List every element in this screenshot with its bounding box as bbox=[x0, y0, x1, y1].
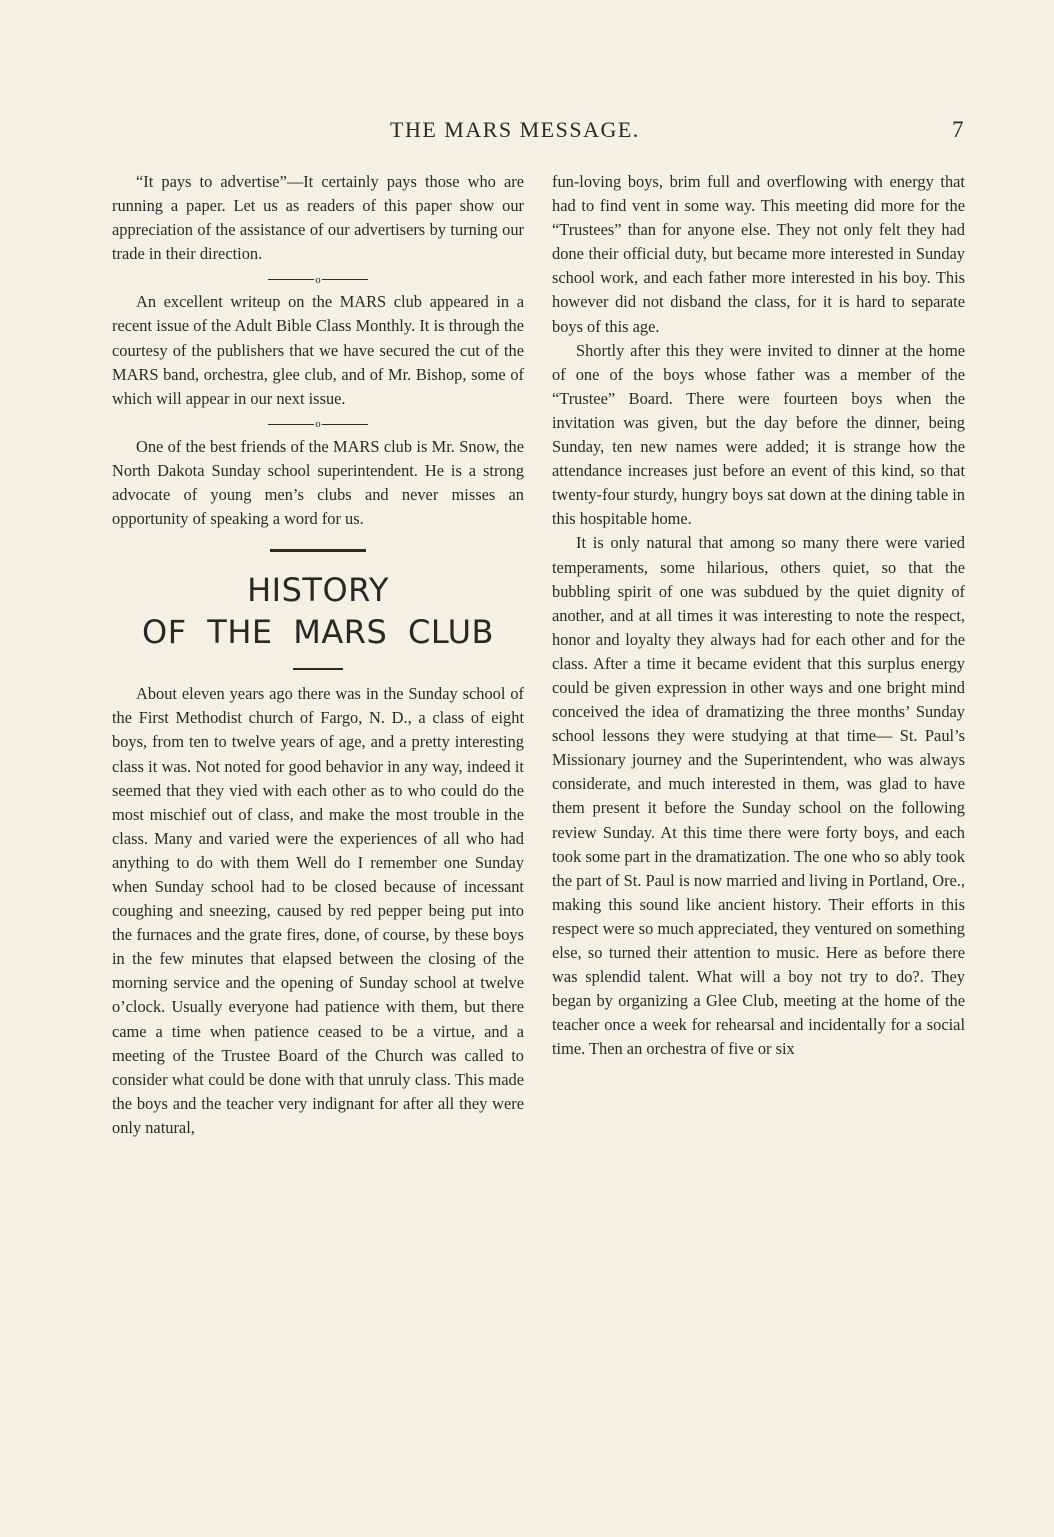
section-separator bbox=[112, 266, 524, 290]
heading-top-rule bbox=[270, 549, 366, 552]
separator-mark: o bbox=[315, 418, 321, 431]
article-paragraph: About eleven years ago there was in the Sunday school of the First Methodist church of Fargo, N. D., a class of eight boys, from ten to twelve years of age, and a pretty interesting class it was. Not noted for good behavior in any way, indeed it seemed that they vied with each other as to who could do the most mischief out of class, and make the most trouble in the class. Many and varied were the experiences of all who had anything to do with them Well do I remember one Sunday when Sunday school had to be closed because of incessant coughing and sneezing, caused by red pepper being put into the furnaces and the grate fires, done, of course, by these boys in the few minutes that elapsed between the closing of the morning service and the opening of Sunday school at twelve o’clock. Usually everyone had patience with them, but there came a time when patience ceased to be a virtue, and a meeting of the Trustee Board of the Church was called to consider what could be done with that unruly class. This made the boys and the teacher very indignant for after all they were only natural, bbox=[112, 684, 524, 1137]
separator-line bbox=[322, 279, 368, 280]
separator-line bbox=[322, 424, 368, 425]
heading-bottom-rule bbox=[293, 668, 343, 670]
right-column bbox=[552, 170, 965, 1061]
article-title-line-2: OF THE MARS CLUB bbox=[142, 613, 494, 652]
writeup-paragraph: An excellent writeup on the MARS club appeared in a recent issue of the Adult Bible Class Monthly. It is through the courtesy of the publishers that we have secured the cut of the MARS band, orchestra, glee club, and of Mr. Bishop, some of which will appear in our next issue. bbox=[112, 292, 524, 408]
article-title-line-1: HISTORY bbox=[247, 571, 389, 610]
separator-line bbox=[268, 279, 314, 280]
article-paragraph: It is only natural that among so many there were varied temperaments, some hilarious, others quiet, so that the bubbling spirit of one was subdued by the quiet dignity of another, and at all times it was interesting to note the respect, honor and loyalty they always had for each other and for the class. After a time it became evident that this surplus energy could be given expression in other ways and one bright mind conceived the idea of dramatizing the three months’ Sunday school lessons they were studying at that time— St. Paul’s Missionary journey and the Superintendent, who was always considerate, and much interested in them, was glad to have them present it before the Sunday school on the following review Sunday. At this time there were forty boys, and each took some part in the dramatization. The one who so ably took the part of St. Paul is now married and living in Portland, Ore., making this sound like ancient history. Their efforts in this respect were so much appreciated, they ventured on something else, so turned their attention to music. Here as before there was splendid talent. What will a boy not try to do?. They began by organizing a Glee Club, meeting at the home of the teacher once a week for rehearsal and incidentally for a social time. Then an orchestra of five or six bbox=[552, 533, 965, 1059]
page-number: 7 bbox=[952, 117, 964, 142]
advertise-paragraph: “It pays to advertise”—It certainly pays those who are running a paper. Let us as readers of this paper show our appreciation of the assistance of our advertisers by turning our trade in their direction. bbox=[112, 172, 524, 264]
article-paragraph-continued: fun-loving boys, brim full and overflowing with energy that had to find vent in some way. This meeting did more for the “Trustees” than for anyone else. They not only felt they had done their official duty, but became more interested in Sunday school work, and each father more interested in his boy. This however did not disband the class, for it is hard to separate boys of this age. bbox=[552, 172, 965, 336]
article-paragraph: Shortly after this they were invited to dinner at the home of one of the boys whose father was a member of the “Trustee” Board. There were fourteen boys when the invitation was given, but the day before the dinner, being Sunday, ten new names were added; it is strange how the attendance increases just before an event of this kind, so that twenty-four sturdy, hungry boys sat down at the dining table in this hospitable home. bbox=[552, 340, 965, 529]
section-separator bbox=[112, 411, 524, 435]
separator-line bbox=[268, 424, 314, 425]
running-title: THE MARS MESSAGE. bbox=[390, 117, 640, 142]
separator-mark: o bbox=[315, 273, 321, 286]
left-column bbox=[112, 170, 524, 1140]
mr-snow-paragraph: One of the best friends of the MARS club is Mr. Snow, the North Dakota Sunday school superintendent. He is a strong advocate of young men’s clubs and never misses an opportunity of speaking a word for us. bbox=[112, 436, 524, 529]
